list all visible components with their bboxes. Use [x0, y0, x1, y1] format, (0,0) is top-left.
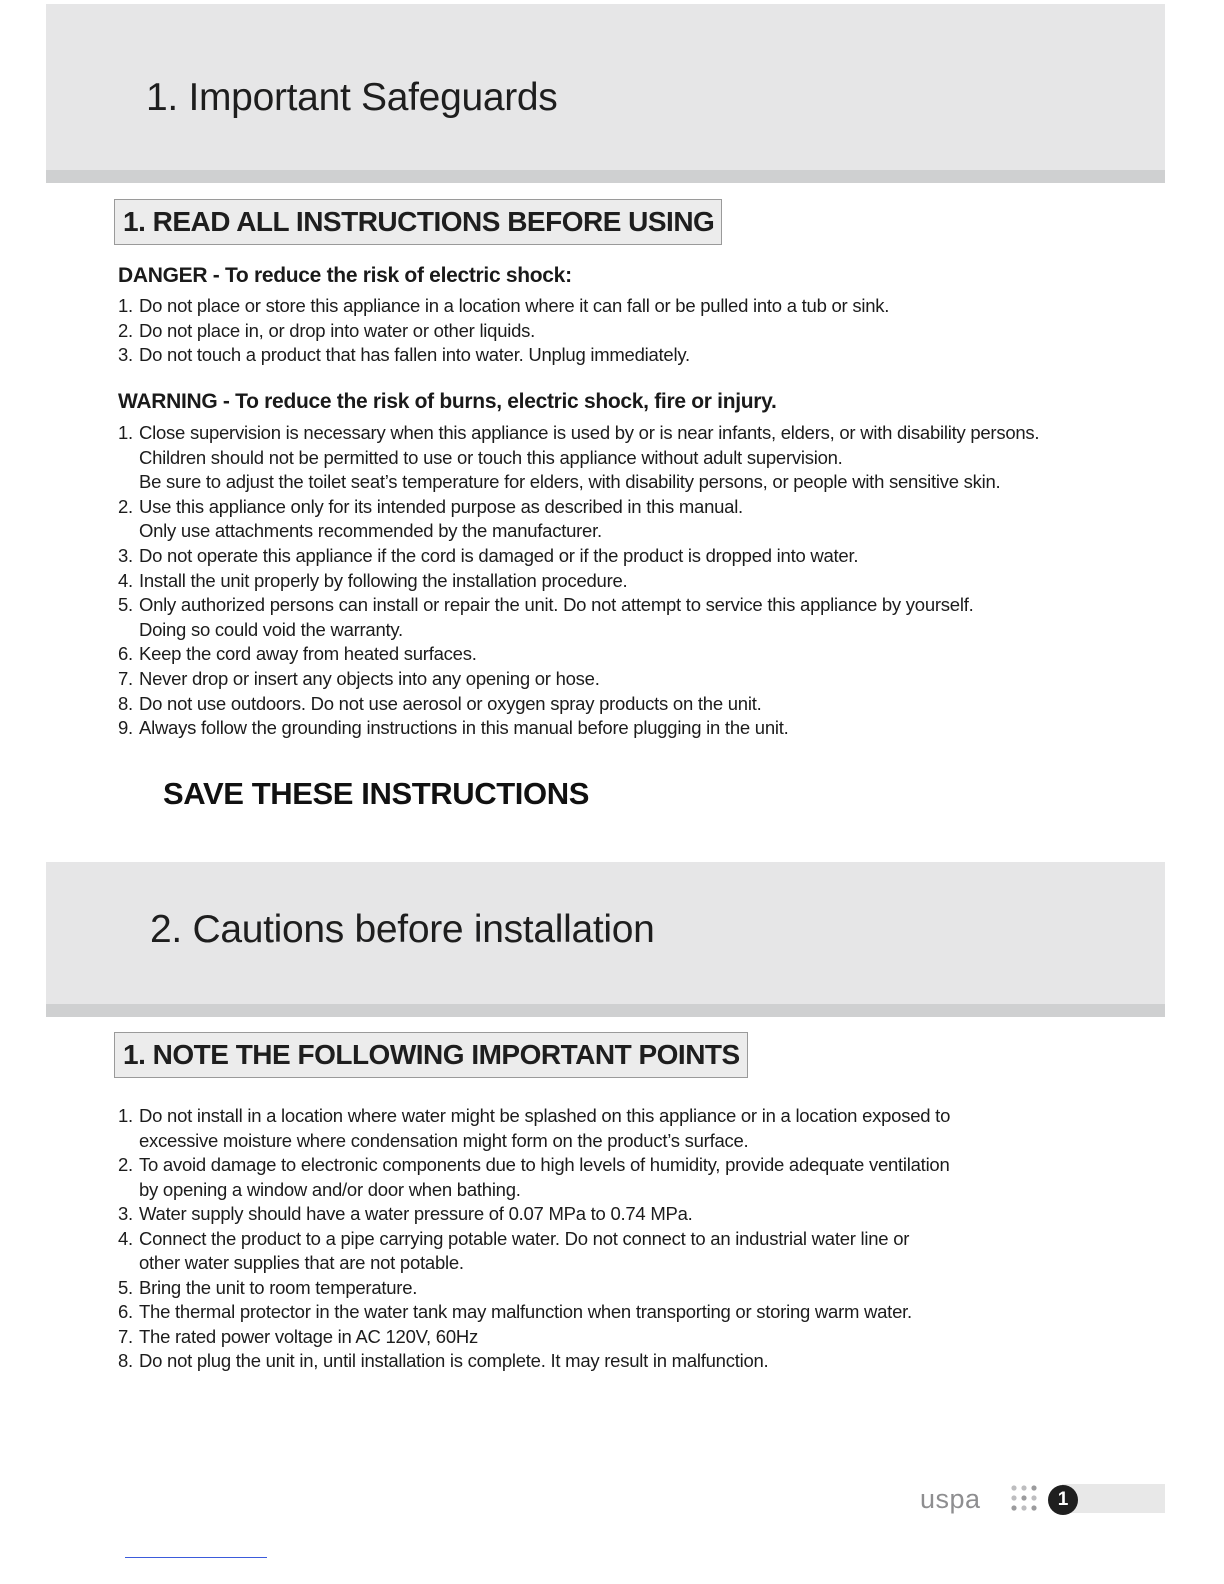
list-item-number: 3. — [118, 544, 133, 566]
list-item — [118, 692, 1039, 717]
list-item — [118, 1325, 950, 1350]
list-item-number: 1. — [118, 295, 133, 316]
list-item-number: 6. — [118, 643, 133, 665]
warning-heading: WARNING - To reduce the risk of burns, electric shock, fire or injury. — [118, 390, 777, 413]
list-item — [118, 343, 889, 368]
list-item-number: 4. — [118, 1227, 133, 1249]
section2-subheading: 1. NOTE THE FOLLOWING IMPORTANT POINTS — [114, 1032, 748, 1078]
list-item-text: Do not operate this appliance if the cord is damaged or if the product is dropped into water. — [139, 544, 859, 566]
section1-title: 1. Important Safeguards — [146, 76, 558, 119]
save-instructions-note: SAVE THESE INSTRUCTIONS — [163, 776, 589, 811]
section2-title: 2. Cautions before installation — [150, 908, 655, 951]
brand-logo: uspa — [920, 1484, 981, 1514]
list-item — [118, 716, 1039, 741]
list-item-number: 6. — [118, 1301, 133, 1322]
list-item-text: Do not touch a product that has fallen into water. Unplug immediately. — [139, 344, 690, 366]
list-item-text: other water supplies that are not potable. — [139, 1252, 464, 1273]
list-item — [118, 544, 1039, 569]
list-item-text: Keep the cord away from heated surfaces. — [139, 643, 477, 665]
list-item-text: Do not plug the unit in, until installation is complete. It may result in malfunction. — [139, 1350, 769, 1371]
list-item-text: excessive moisture where condensation might form on the product’s surface. — [139, 1129, 749, 1151]
list-item — [118, 1153, 950, 1202]
list-item-number: 9. — [118, 717, 133, 739]
list-item — [118, 569, 1039, 594]
section1-subheading: 1. READ ALL INSTRUCTIONS BEFORE USING — [114, 199, 722, 245]
list-item-number: 7. — [118, 667, 133, 689]
list-item-text: Water supply should have a water pressure of 0.07 MPa to 0.74 MPa. — [139, 1203, 693, 1224]
list-item — [118, 319, 889, 344]
list-item — [118, 1300, 950, 1325]
list-item-number: 2. — [118, 319, 133, 341]
list-item-text: by opening a window and/or door when bathing. — [139, 1178, 521, 1200]
list-item-text: Bring the unit to room temperature. — [139, 1276, 418, 1298]
brand-dots-icon — [1010, 1484, 1038, 1512]
list-item — [118, 294, 889, 319]
page-number-badge: 1 — [1048, 1485, 1078, 1515]
danger-list — [118, 294, 889, 368]
list-item-text: Do not place in, or drop into water or other liquids. — [139, 319, 536, 341]
list-item — [118, 593, 1039, 642]
list-item — [118, 642, 1039, 667]
list-item — [118, 1276, 950, 1301]
list-item — [118, 495, 1039, 544]
list-item — [118, 1202, 950, 1227]
list-item-number: 1. — [118, 422, 133, 443]
warning-list — [118, 421, 1039, 741]
list-item-text: Be sure to adjust the toilet seat’s temperature for elders, with disability persons, or people with sensitive skin. — [139, 471, 1001, 493]
list-item-number: 4. — [118, 569, 133, 591]
list-item-number: 8. — [118, 1350, 133, 1371]
list-item-number: 5. — [118, 1276, 133, 1298]
danger-heading: DANGER - To reduce the risk of electric shock: — [118, 264, 572, 287]
list-item-text: Do not install in a location where water might be splashed on this appliance or in a location exposed to — [139, 1105, 951, 1126]
list-item-text: Install the unit properly by following the installation procedure. — [139, 569, 628, 591]
list-item-number: 3. — [118, 344, 133, 366]
list-item-text: Only authorized persons can install or repair the unit. Do not attempt to service this appliance by yourself. — [139, 594, 974, 616]
list-item-text: Connect the product to a pipe carrying potable water. Do not connect to an industrial water line or — [139, 1227, 910, 1249]
bottom-rule — [125, 1557, 267, 1558]
list-item-number: 7. — [118, 1325, 133, 1347]
list-item-text: The rated power voltage in AC 120V, 60Hz — [139, 1325, 478, 1347]
list-item-number: 8. — [118, 692, 133, 714]
section2-header-stripe — [46, 1004, 1165, 1017]
list-item-text: Always follow the grounding instructions in this manual before plugging in the unit. — [139, 717, 789, 739]
list-item-text: Doing so could void the warranty. — [139, 618, 403, 640]
list-item-text: The thermal protector in the water tank may malfunction when transporting or storing warm water. — [139, 1301, 912, 1322]
section1-header-stripe — [46, 170, 1165, 183]
list-item-number: 5. — [118, 594, 133, 616]
list-item-text: Only use attachments recommended by the manufacturer. — [139, 520, 602, 542]
list-item — [118, 1227, 950, 1276]
list-item-text: Use this appliance only for its intended purpose as described in this manual. — [139, 495, 743, 517]
list-item-number: 3. — [118, 1203, 133, 1224]
list-item — [118, 421, 1039, 495]
list-item — [118, 1349, 950, 1374]
list-item-text: Children should not be permitted to use or touch this appliance without adult supervision. — [139, 446, 843, 468]
list-item-number: 1. — [118, 1105, 133, 1126]
list-item-text: Do not place or store this appliance in a location where it can fall or be pulled into a tub or sink. — [139, 295, 890, 316]
list-item-number: 2. — [118, 495, 133, 517]
list-item-text: Do not use outdoors. Do not use aerosol or oxygen spray products on the unit. — [139, 692, 762, 714]
list-item — [118, 667, 1039, 692]
list-item-text: Close supervision is necessary when this appliance is used by or is near infants, elders, or with disability persons. — [139, 422, 1040, 443]
list-item-text: Never drop or insert any objects into any opening or hose. — [139, 667, 600, 689]
list-item — [118, 1104, 950, 1153]
list-item-text: To avoid damage to electronic components due to high levels of humidity, provide adequate ventilation — [139, 1154, 950, 1175]
list-item-number: 2. — [118, 1154, 133, 1175]
important-points-list — [118, 1104, 950, 1374]
